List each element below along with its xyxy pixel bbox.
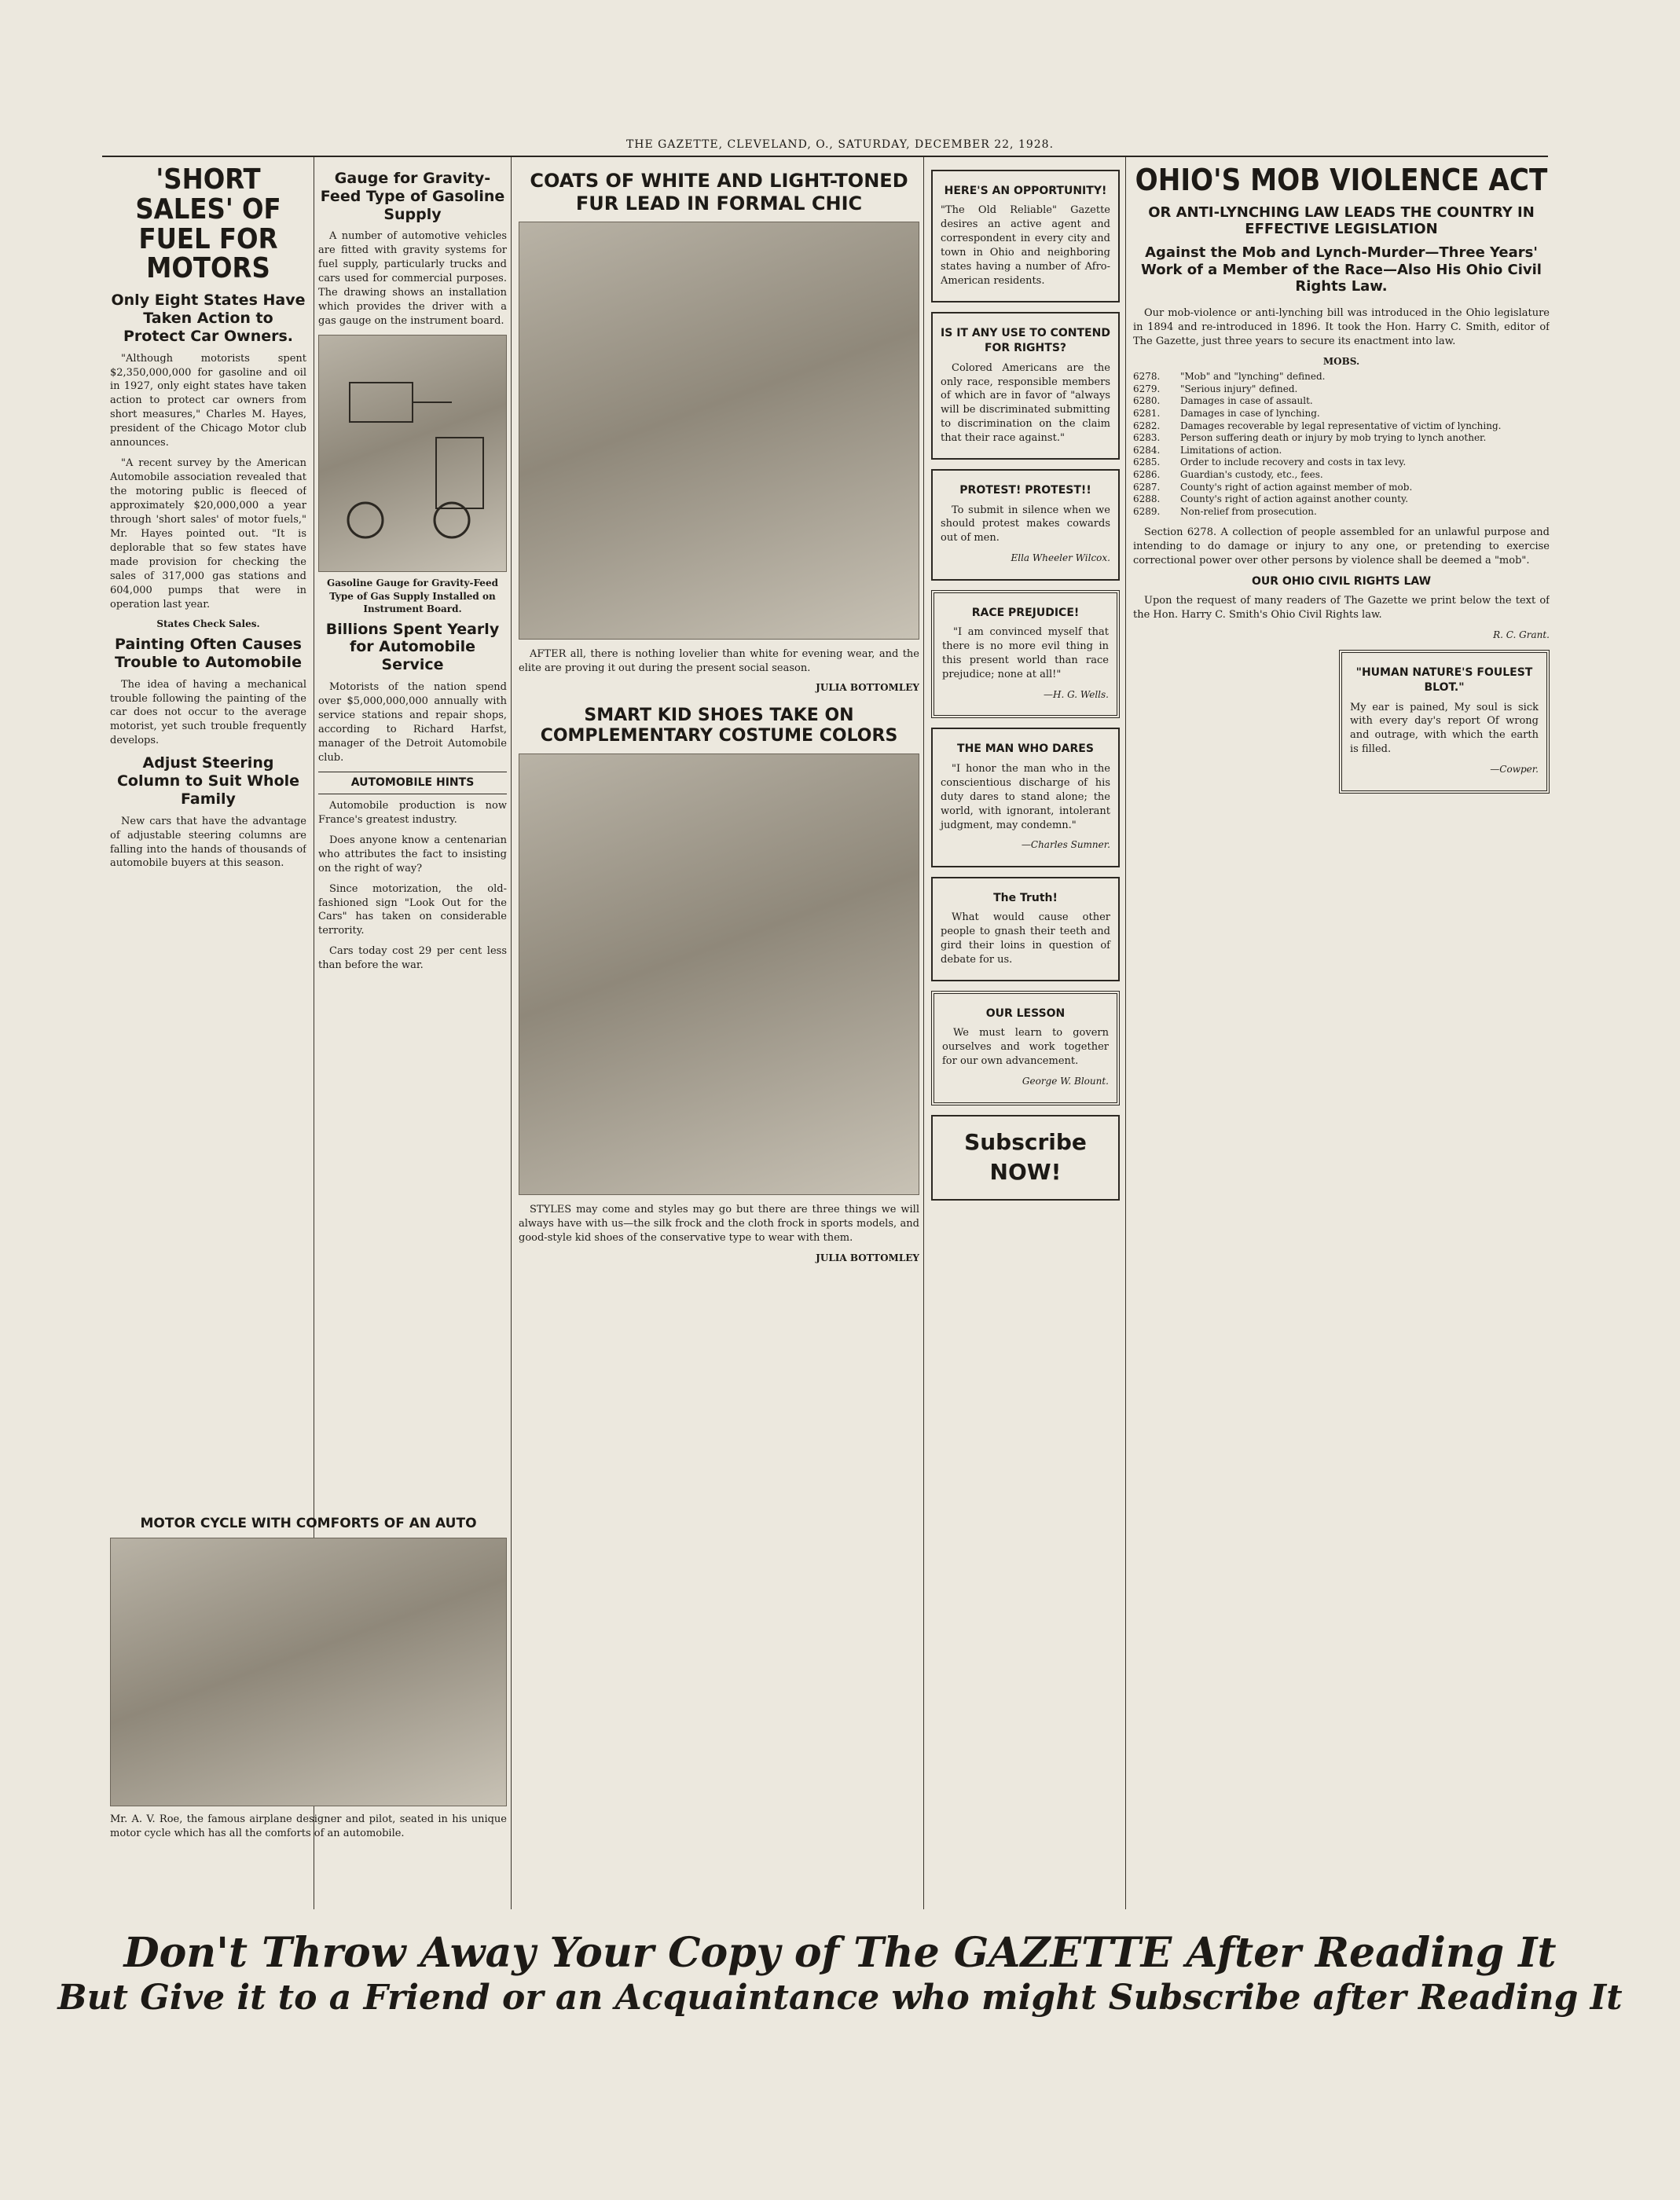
section-title: Guardian's custody, etc., fees. [1180, 468, 1323, 480]
gauge-diagram-image [318, 335, 507, 572]
section-title: "Mob" and "lynching" defined. [1180, 371, 1326, 383]
paragraph: Our mob-violence or anti-lynching bill was introduced in the Ohio legislature in 1894 and re-introduced in 1896. It took the Hon. Harry C. Smith, editor of The Gazette, just three years to secure its enactment into law. [1133, 306, 1550, 347]
fur-coats-photo [519, 222, 919, 640]
section-row [1133, 371, 1550, 383]
column-auto-tips [318, 165, 507, 1477]
column-editorial-boxes [931, 165, 1120, 1878]
column-rule [1125, 157, 1126, 1909]
gauge-diagram-svg [334, 351, 491, 556]
section-row [1133, 383, 1550, 396]
box-text: Colored Americans are the only race, responsible members of which are in favor of "always will be discriminated submitting to discrimination on the claim that their race against." [941, 361, 1110, 445]
section-title: Damages in case of assault. [1180, 395, 1313, 407]
byline: JULIA BOTTOMLEY [816, 1252, 919, 1263]
hint-item: Does anyone know a centenarian who attributes the fact to insisting on the right of way? [318, 834, 507, 874]
box-title: OUR LESSON [985, 1007, 1066, 1021]
kid-shoes-photo [519, 754, 919, 1195]
footer-banner [0, 1929, 1680, 2019]
letter-signature: R. C. Grant. [1493, 629, 1550, 641]
section-title: Non-relief from prosecution. [1180, 505, 1317, 517]
headline-gauge: Gauge for Gravity-Feed Type of Gasoline Supply [320, 170, 505, 223]
masthead: THE GAZETTE, CLEVELAND, O., SATURDAY, DECEMBER 22, 1928. [625, 138, 1055, 151]
footer-line-1: Don't Throw Away Your Copy of The GAZETTE After Reading It [123, 1929, 1557, 1977]
gauge-caption: Gasoline Gauge for Gravity-Feed Type of Gas Supply Installed on Instrument Board. [327, 577, 498, 615]
section-row [1133, 432, 1550, 445]
column-fashion [519, 165, 919, 1878]
section-row [1133, 420, 1550, 433]
box-text: We must learn to govern ourselves and work together for our own advancement. [942, 1027, 1109, 1068]
section-row [1133, 469, 1550, 482]
box-signature: George W. Blount. [1022, 1076, 1109, 1087]
box-truth [931, 877, 1120, 981]
paragraph: A number of automotive vehicles are fitted with gravity systems for fuel supply, particularly trucks and cars used for commercial purposes. The drawing shows an installation which provides the driver with a gas gauge on the instrument board. [318, 230, 507, 328]
box-title: The Truth! [993, 892, 1058, 905]
paragraph: AFTER all, there is nothing lovelier than white for evening wear, and the elite are proving it out during the present social season. [519, 647, 919, 674]
motorcycle-story [110, 1509, 507, 1878]
subhead-eight-states: Only Eight States Have Taken Action to Protect Car Owners. [111, 292, 306, 345]
box-text: What would cause other people to gnash their teeth and gird their loins in question of debate for us. [941, 911, 1110, 966]
headline-billions: Billions Spent Yearly for Automobile Service [325, 620, 500, 674]
subhead-anti-lynching: OR ANTI-LYNCHING LAW LEADS THE COUNTRY IN EFFECTIVE LEGISLATION [1148, 204, 1535, 238]
paragraph: "A recent survey by the American Automobile association revealed that the motoring public is fleeced of approximately $20,000,000 a year through 'short sales' of motor fuels," Mr. Hayes pointed out. "It is deplorable that so few states have made provision for checking the sales of 317,000 gas stations and 604,000 pumps that were in operation last year. [110, 457, 306, 610]
box-text: To submit in silence when we should protest makes cowards out of men. [941, 504, 1110, 544]
box-poem [1339, 650, 1550, 794]
section-row [1133, 506, 1550, 519]
poem-signature: —Cowper. [1490, 764, 1539, 776]
section-row [1133, 395, 1550, 408]
paragraph: Upon the request of many readers of The Gazette we print below the text of the Hon. Harry C. Smith's Ohio Civil Rights law. [1133, 595, 1550, 622]
subhead-against-mob: Against the Mob and Lynch-Murder—Three Years' Work of a Member of the Race—Also His Ohio Civil Rights Law. [1141, 244, 1542, 295]
headline-motorcycle: MOTOR CYCLE WITH COMFORTS OF AN AUTO [140, 1516, 477, 1531]
paragraph: "Although motorists spent $2,350,000,000 for gasoline and oil in 1927, only eight states have taken action to protect car owners from short measures," Charles M. Hayes, president of the Chicago Motor club announces. [110, 352, 306, 449]
box-title: HERE'S AN OPPORTUNITY! [944, 185, 1107, 197]
headline-short-sales: 'SHORT SALES' OF FUEL FOR MOTORS [135, 165, 281, 285]
column-motor-fuels [110, 165, 306, 1516]
box-protest [931, 469, 1120, 581]
mobs-heading: MOBS. [1322, 355, 1360, 367]
headline-hints: AUTOMOBILE HINTS [318, 772, 507, 794]
box-opportunity [931, 170, 1120, 302]
box-title: PROTEST! PROTEST!! [959, 484, 1091, 497]
paragraph: The idea of having a mechanical trouble following the painting of the car does not occur to the average motorist, yet such trouble frequently develops. [110, 678, 306, 747]
headline-coats: COATS OF WHITE AND LIGHT-TONED FUR LEAD IN FORMAL CHIC [530, 170, 908, 214]
section-number: 6278. [1133, 371, 1161, 383]
box-title: IS IT ANY USE TO CONTEND FOR RIGHTS? [941, 326, 1110, 355]
paragraph: STYLES may come and styles may go but there are three things we will always have with us—the silk frock and the cloth frock in sports models, and good-style kid shoes of the conservative type to wear with them. [519, 1203, 919, 1244]
section-subhead: States Check Sales. [156, 618, 260, 630]
box-text: "I am convinced myself that there is no more evil thing in this present world than race prejudice; none at all!" [942, 626, 1109, 680]
column-rule [923, 157, 924, 1909]
motorcycle-caption: Mr. A. V. Roe, the famous airplane designer and pilot, seated in his unique motor cycle which has all the comforts of an automobile. [110, 1813, 507, 1840]
section-row [1133, 445, 1550, 457]
section-number: 6281. [1133, 408, 1161, 419]
section-row [1133, 482, 1550, 494]
hint-item: Automobile production is now France's greatest industry. [318, 799, 507, 826]
box-signature: Ella Wheeler Wilcox. [1011, 552, 1110, 564]
section-title: County's right of action against member of mob. [1180, 481, 1413, 493]
section-number: 6285. [1133, 456, 1161, 468]
section-number: 6279. [1133, 383, 1161, 394]
footer-line-2: But Give it to a Friend or an Acquaintance who might Subscribe after Reading It [57, 1978, 1623, 2018]
headline-kid-shoes: SMART KID SHOES TAKE ON COMPLEMENTARY COSTUME COLORS [540, 706, 898, 746]
poem-text: My ear is pained, My soul is sick with every day's report Of wrong and outrage, with which the earth is filled. [1350, 701, 1539, 756]
box-text: "I honor the man who in the conscientious discharge of his duty dares to stand alone; the world, with ignorant, intolerant judgment, may condemn." [941, 762, 1110, 831]
section-number: 6289. [1133, 505, 1161, 517]
motorcycle-photo [110, 1538, 507, 1806]
box-text: "The Old Reliable" Gazette desires an active agent and correspondent in every city and town in Ohio and neighboring states having a number of Afro-American residents. [941, 204, 1110, 287]
masthead-rule [102, 156, 1548, 157]
byline: JULIA BOTTOMLEY [816, 682, 919, 694]
section-title: Damages in case of lynching. [1180, 408, 1320, 419]
box-title: RACE PREJUDICE! [971, 606, 1080, 619]
box-race-prejudice [931, 590, 1120, 719]
section-title: Damages recoverable by legal representative of victim of lynching. [1180, 420, 1502, 431]
paragraph: New cars that have the advantage of adjustable steering columns are falling into the hands of thousands of automobile buyers at this season. [110, 815, 306, 870]
box-signature: —Charles Sumner. [1021, 839, 1110, 851]
section-title: County's right of action against another county. [1180, 493, 1409, 505]
hint-item: Since motorization, the old-fashioned sign "Look Out for the Cars" has taken on considerable terrority. [318, 882, 507, 937]
column-mob-violence-act [1133, 165, 1550, 1878]
headline-steering: Adjust Steering Column to Suit Whole Family [116, 754, 300, 808]
headline-painting: Painting Often Causes Trouble to Automobile [115, 636, 302, 671]
section-row [1133, 493, 1550, 506]
section-title: "Serious injury" defined. [1180, 383, 1298, 394]
section-number: 6287. [1133, 481, 1161, 493]
civil-rights-heading: OUR OHIO CIVIL RIGHTS LAW [1251, 575, 1432, 588]
headline-mob-violence: OHIO'S MOB VIOLENCE ACT [1135, 165, 1548, 197]
section-number: 6284. [1133, 444, 1161, 456]
section-number: 6286. [1133, 468, 1161, 480]
section-number: 6283. [1133, 432, 1161, 444]
box-contend-rights [931, 312, 1120, 460]
hint-item: Cars today cost 29 per cent less than before the war. [318, 945, 507, 972]
poem-title: "HUMAN NATURE'S FOULEST BLOT." [1355, 666, 1533, 695]
subscribe-banner: Subscribe NOW! [931, 1115, 1120, 1201]
box-signature: —H. G. Wells. [1044, 688, 1109, 700]
box-title: THE MAN WHO DARES [957, 742, 1094, 756]
section-title: Order to include recovery and costs in tax levy. [1180, 456, 1407, 468]
section-row [1133, 456, 1550, 469]
box-our-lesson [931, 991, 1120, 1106]
paragraph: Motorists of the nation spend over $5,000,000,000 annually with service stations and repair shops, according to Richard Harfst, manager of the Detroit Automobile club. [318, 680, 507, 764]
section-title: Person suffering death or injury by mob trying to lynch another. [1180, 432, 1487, 444]
section-number: 6288. [1133, 493, 1161, 505]
section-number: 6280. [1133, 395, 1161, 407]
box-man-who-dares [931, 728, 1120, 867]
section-number: 6282. [1133, 420, 1161, 431]
section-title: Limitations of action. [1180, 444, 1282, 456]
paragraph: Section 6278. A collection of people assembled for an unlawful purpose and intending to do damage or injury to any one, or pretending to exercise correctional power over other persons by violence shall be deemed a "mob". [1133, 526, 1550, 567]
sections-list [1133, 371, 1550, 518]
column-rule [511, 157, 512, 1909]
section-row [1133, 408, 1550, 420]
